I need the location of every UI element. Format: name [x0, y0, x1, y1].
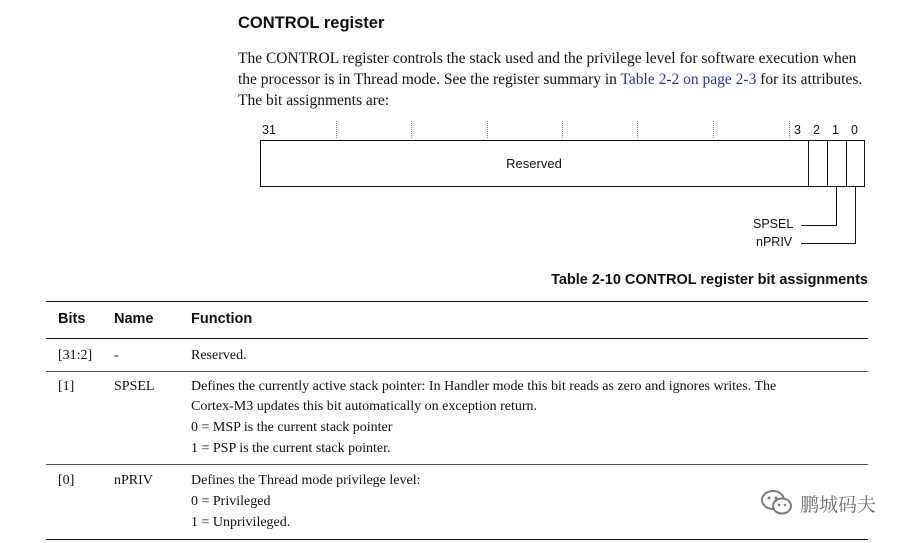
row-rule [46, 464, 868, 465]
intro-text-2: for its attributes. The bit assignments are: [238, 71, 863, 109]
intro-text-1: The CONTROL register controls the stack used and the privilege level for software execution when the processor is in Thread mode. See the register summary in [238, 50, 857, 88]
spsel-field-label: SPSEL [753, 217, 794, 231]
row-name: SPSEL [114, 379, 155, 394]
watermark-text: 鹏城码夫 [800, 494, 877, 516]
row-function-line: 1 = Unprivileged. [191, 515, 291, 530]
npriv-field-label: nPRIV [756, 235, 793, 249]
row-function-line: Cortex-M3 updates this bit automatically on exception return. [191, 399, 538, 414]
row-name: nPRIV [114, 473, 153, 488]
wechat-icon [760, 488, 794, 518]
spsel-leader-vertical [836, 187, 837, 225]
tick-mark [487, 121, 488, 138]
row-bits: [1] [58, 379, 75, 394]
bit-number-0: 0 [851, 123, 858, 137]
table-bottom-rule [46, 539, 868, 540]
bit-number-31: 31 [262, 123, 276, 137]
section-title: CONTROL register [238, 14, 385, 32]
row-function-line: Defines the Thread mode privilege level: [191, 473, 421, 488]
field-divider [846, 140, 847, 187]
tick-mark [789, 121, 790, 138]
tick-mark [562, 121, 563, 138]
intro-paragraph [238, 48, 878, 111]
bit-number-3: 3 [794, 123, 801, 137]
row-bits: [31:2] [58, 348, 93, 363]
table-caption: Table 2-10 CONTROL register bit assignments [551, 272, 868, 288]
table-2-2-link[interactable]: Table 2-2 on page 2-3 [620, 71, 757, 88]
tick-mark [411, 121, 412, 138]
tick-mark [336, 121, 337, 138]
npriv-leader-horizontal [801, 243, 856, 244]
row-name: - [114, 348, 119, 363]
spsel-leader-horizontal [801, 225, 837, 226]
header-name: Name [114, 311, 154, 327]
tick-mark [637, 121, 638, 138]
row-function-line: Defines the currently active stack pointer: In Handler mode this bit reads as zero and ignores writes. The [191, 379, 777, 394]
row-function-line: 0 = MSP is the current stack pointer [191, 420, 393, 435]
npriv-leader-vertical [855, 187, 856, 243]
tick-mark [713, 121, 714, 138]
row-function-line: 0 = Privileged [191, 494, 271, 509]
bit-number-2: 2 [813, 123, 820, 137]
row-function-line: 1 = PSP is the current stack pointer. [191, 441, 391, 456]
table-top-rule [46, 301, 868, 302]
field-divider [808, 140, 809, 187]
watermark [760, 488, 876, 518]
header-rule [46, 338, 868, 339]
header-function: Function [191, 311, 253, 327]
row-rule [46, 371, 868, 372]
header-bits: Bits [58, 311, 86, 327]
row-bits: [0] [58, 473, 75, 488]
bit-number-1: 1 [832, 123, 839, 137]
reserved-field: Reserved [506, 156, 562, 171]
field-divider [827, 140, 828, 187]
row-function-line: Reserved. [191, 348, 247, 363]
